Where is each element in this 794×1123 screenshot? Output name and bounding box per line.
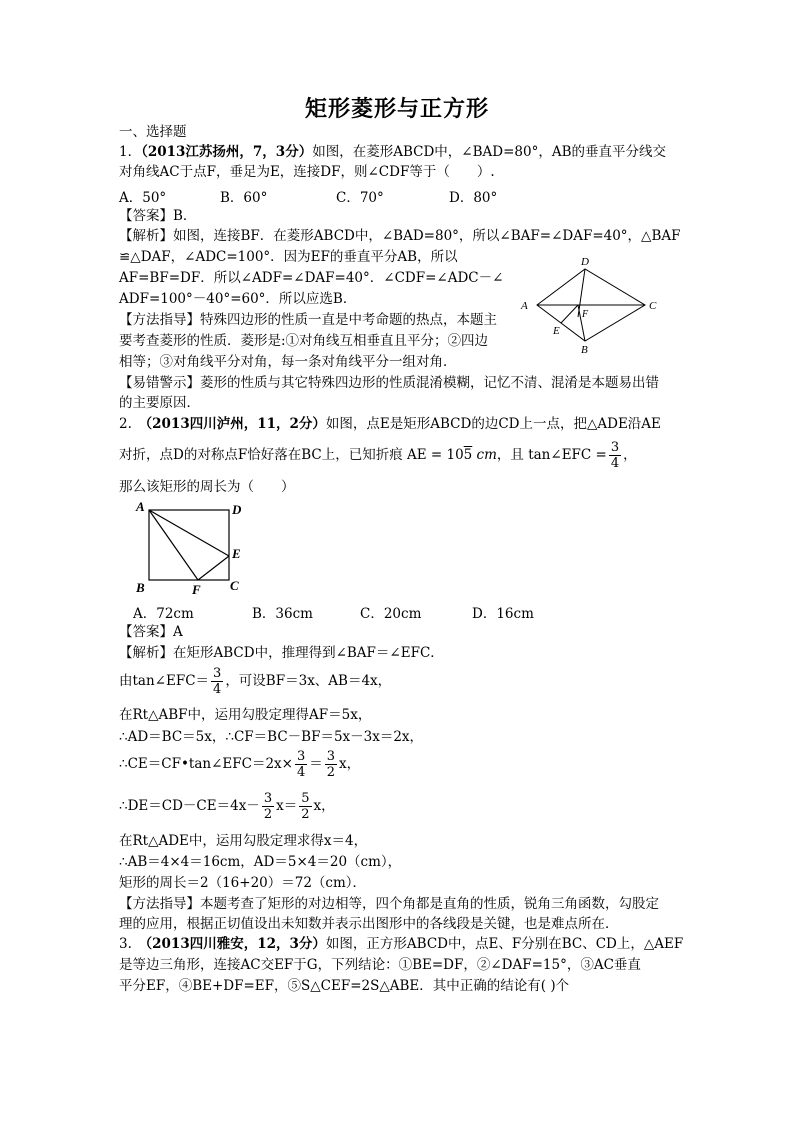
- segment-ef: [561, 305, 578, 323]
- q3-line3: 平分EF，④BE+DF=EF，⑤S△CEF=2S△ABE．其中正确的结论有( )个: [119, 978, 570, 994]
- sqrt-value: 5: [463, 447, 473, 463]
- q2-solution-6: [119, 791, 335, 822]
- q1-option-d: D．80°: [449, 190, 498, 206]
- q2-stem: 如图，点E是矩形ABCD的边CD上一点，把△ADE沿AE: [325, 416, 661, 432]
- s5b: ＝: [309, 756, 323, 772]
- label-d2: D: [232, 502, 242, 517]
- q2-solution-9: 矩形的周长＝2（16+20）＝72（cm）．: [119, 875, 367, 891]
- q2-tan-fraction: [609, 440, 621, 471]
- q1-method-3: 相等；③对角线平分对角，每一条对角线平分一组对角．: [119, 354, 457, 370]
- q2-stem-2b: ，且 tan∠EFC =: [496, 447, 607, 463]
- label-f2: F: [192, 582, 201, 597]
- frac-num: 3: [326, 749, 336, 764]
- frac-num: 3: [296, 749, 306, 764]
- rhombus-figure: [515, 255, 665, 360]
- frac-num: 3: [610, 440, 620, 455]
- label-e: E: [553, 325, 560, 337]
- q2-line2: [119, 440, 637, 471]
- q2-stem-2a: 对折，点D的对称点F恰好落在BC上，已知折痕 AE = 10: [119, 447, 464, 463]
- q1-analysis-1: 【解析】如图，连接BF．在菱形ABCD中，∠BAD=80°，所以∠BAF=∠DAF=40°，△BAF: [119, 228, 681, 244]
- q3-line2: 是等边三角形，连接AC交EF于G，下列结论：①BE=DF，②∠DAF=15°，③AC垂直: [119, 957, 641, 973]
- rectangle-figure: [132, 498, 252, 598]
- fraction: [325, 749, 337, 780]
- q1-method-2: 要考查菱形的性质．菱形是:①对角线互相垂直且平分；②四边: [119, 333, 489, 349]
- q3-stem: 如图，正方形ABCD中，点E、F分别在BC、CD上，△AEF: [325, 936, 684, 952]
- s2b: ，可设BF＝3x、AB＝4x，: [225, 673, 392, 689]
- segment-af: [149, 510, 198, 580]
- frac-den: 4: [296, 765, 306, 780]
- label-c2: C: [230, 578, 239, 593]
- label-a: A: [521, 300, 528, 312]
- q2-solution-3: 在Rt△ABF中，运用勾股定理得AF＝5x，: [119, 707, 372, 723]
- q2-option-b: B．36cm: [252, 606, 313, 622]
- q1-line1: 1．（2013江苏扬州，7，3分）如图，在菱形ABCD中，∠BAD=80°，AB的垂直平分线交: [119, 144, 667, 160]
- label-c: C: [649, 300, 657, 312]
- q2-answer: 【答案】A: [119, 624, 183, 640]
- s6b: x＝: [276, 798, 298, 814]
- q2-solution-2: [119, 666, 391, 697]
- section-heading: 一、选择题: [119, 124, 187, 140]
- label-a2: A: [136, 499, 145, 514]
- q1-analysis-4: ADF=100°－40°=60°．所以应选B．: [119, 291, 357, 307]
- label-b2: B: [136, 580, 145, 595]
- q3-source: （2013四川雅安，12，3分）: [145, 936, 326, 952]
- q1-option-a: A．50°: [119, 190, 167, 206]
- q2-solution-8: ∴AB＝4×4＝16cm，AD＝5×4＝20（cm），: [119, 854, 402, 870]
- q1-option-b: B．60°: [220, 190, 268, 206]
- frac-den: 2: [301, 807, 310, 822]
- q1-stem: 如图，在菱形ABCD中，∠BAD=80°，AB的垂直平分线交: [312, 144, 667, 160]
- fraction: [211, 666, 223, 697]
- segment-fe: [198, 556, 229, 580]
- fraction: [299, 791, 311, 822]
- q1-option-c: C．70°: [336, 190, 384, 206]
- rectangle-abcd: [149, 510, 229, 580]
- q3-line1: 3. （2013四川雅安，12，3分）如图，正方形ABCD中，点E、F分别在BC、CD上，△AEF: [119, 936, 684, 952]
- s5c: x，: [339, 756, 361, 772]
- fraction: [262, 791, 274, 822]
- q2-method-1: 【方法指导】本题考查了矩形的对边相等，四个角都是直角的性质，锐角三角函数，勾股定: [119, 896, 659, 912]
- q2-solution-5: [119, 749, 360, 780]
- q1-analysis-3: AF=BF=DF．所以∠ADF=∠DAF=40°．∠CDF=∠ADC－∠: [119, 270, 504, 286]
- q2-option-c: C．20cm: [360, 606, 422, 622]
- frac-num: 5: [301, 791, 310, 806]
- q1-source: （2013江苏扬州，7，3分）: [141, 144, 313, 160]
- frac-num: 3: [263, 791, 273, 806]
- q2-option-d: D．16cm: [472, 606, 534, 622]
- frac-den: 2: [326, 765, 336, 780]
- frac-den: 2: [263, 807, 273, 822]
- q1-analysis-2: ≌△DAF，∠ADC=100°．因为EF的垂直平分AB，所以: [119, 249, 458, 265]
- q2-option-a: A．72cm: [133, 606, 194, 622]
- q2-solution-1: 【解析】在矩形ABCD中，推理得到∠BAF＝∠EFC．: [119, 645, 444, 661]
- q2-method-2: 理的应用，根据正切值设出未知数并表示出图形中的各线段是关键，也是难点所在．: [119, 916, 619, 932]
- frac-num: 3: [213, 666, 222, 681]
- page-title: 矩形菱形与正方形: [304, 96, 489, 122]
- q1-answer: 【答案】B．: [119, 208, 197, 224]
- label-b: B: [581, 344, 588, 356]
- q1-line2: 对角线AC于点F，垂足为E，连接DF，则∠CDF等于（ ）.: [119, 164, 495, 180]
- frac-den: 4: [213, 682, 222, 697]
- segment-ae: [149, 510, 229, 556]
- s6a: ∴DE＝CD－CE＝4x－: [119, 798, 260, 814]
- q2-solution-4: ∴AD＝BC＝5x，∴CF＝BC－BF＝5x－3x＝2x，: [119, 729, 424, 745]
- label-e2: E: [232, 546, 241, 561]
- q2-source: （2013四川泸州，11，2分）: [145, 416, 326, 432]
- s5a: ∴CE＝CF•tan∠EFC＝2x×: [119, 756, 293, 772]
- q2-stem-2c: ，: [623, 447, 637, 463]
- label-d: D: [581, 256, 589, 268]
- frac-den: 4: [610, 456, 620, 471]
- fraction: [295, 749, 307, 780]
- q2-solution-7: 在Rt△ADE中，运用勾股定理求得x＝4，: [119, 833, 368, 849]
- q2-line3: 那么该矩形的周长为（ ）: [119, 479, 295, 495]
- q1-warning-2: 的主要原因．: [119, 395, 200, 411]
- label-f: F: [582, 309, 589, 320]
- q2-line1: 2. （2013四川泸州，11，2分）如图，点E是矩形ABCD的边CD上一点，把△ADE沿AE: [119, 416, 661, 432]
- s6c: x，: [313, 798, 335, 814]
- q1-warning-1: 【易错警示】菱形的性质与其它特殊四边形的性质混淆模糊，记忆不清、混淆是本题易出错: [119, 375, 659, 391]
- q2-unit: cm: [472, 447, 497, 463]
- q1-method-1: 【方法指导】特殊四边形的性质一直是中考命题的热点，本题主: [119, 312, 497, 328]
- s2a: 由tan∠EFC＝: [119, 673, 210, 689]
